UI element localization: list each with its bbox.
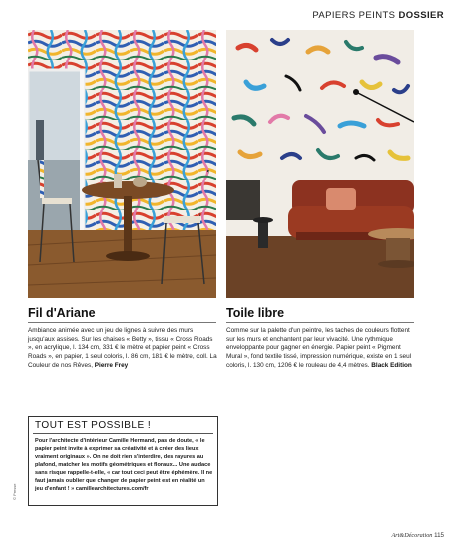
sidebar-box [28,416,218,506]
left-article-title: Fil d'Ariane [28,306,96,320]
right-title-rule [226,322,414,323]
left-credit: Pierre Frey [94,361,129,369]
sidebar-box-title: TOUT EST POSSIBLE ! [35,420,152,431]
left-title-rule [28,322,216,323]
page-number: 115 [434,532,444,539]
right-credit: Black Edition [371,361,412,369]
left-article-body: Ambiance animée avec un jeu de lignes à suivre des murs jusqu'aux assises. Sur les chaises « Betty », tissu « Cross Roads », en acrylique, l. 134 cm, 331 € le mètre et papier peint « Cross Roads », en papier, 1 seul coloris, l. 86 cm, 181 € le mètre, coll. La Couleur de nos Rêves, Pierre Frey [28,327,217,369]
page-footer [391,532,444,539]
photo-cross-roads-room [28,30,216,298]
photo-pigment-mural-room [226,30,414,298]
right-article-body: Comme sur la palette d'un peintre, les taches de couleurs flottent sur les murs et enchantent par leur vivacité. Une rythmique enveloppante pour gagner en énergie. Papier peint « Pigment Mural », fond textile tissé, impression numérique, existe en 1 seul coloris, l. 130 cm, 1206 € le rouleau de 4,4 mètres. Black Edition [226,327,412,369]
magazine-name: Art&Décoration [391,532,433,539]
photo-credit: © Presse [12,483,17,500]
running-head-strong: DOSSIER [398,10,444,21]
right-article-title: Toile libre [226,306,285,320]
running-head: PAPIERS PEINTS DOSSIER [312,10,444,21]
cross-roads-illustration [28,30,216,298]
sidebar-box-rule [33,433,213,434]
sidebar-box-text: Pour l'architecte d'intérieur Camille Hermand, pas de doute, « le papier peint invite à exprimer sa créativité et à créer des lieux vraiment originaux ». On ne doit rien s'interdire, des rayures au plafond, matcher les motifs géométriques et floraux... Une audace sans risque rappelle-t-elle, « car tout ceci peut être éphémère. Il ne faut jamais oublier que changer de papier peint est en réalité un jeu d'enfant ! » camillearchitectures.com/fr [35,438,213,492]
pigment-mural-illustration [226,30,414,298]
